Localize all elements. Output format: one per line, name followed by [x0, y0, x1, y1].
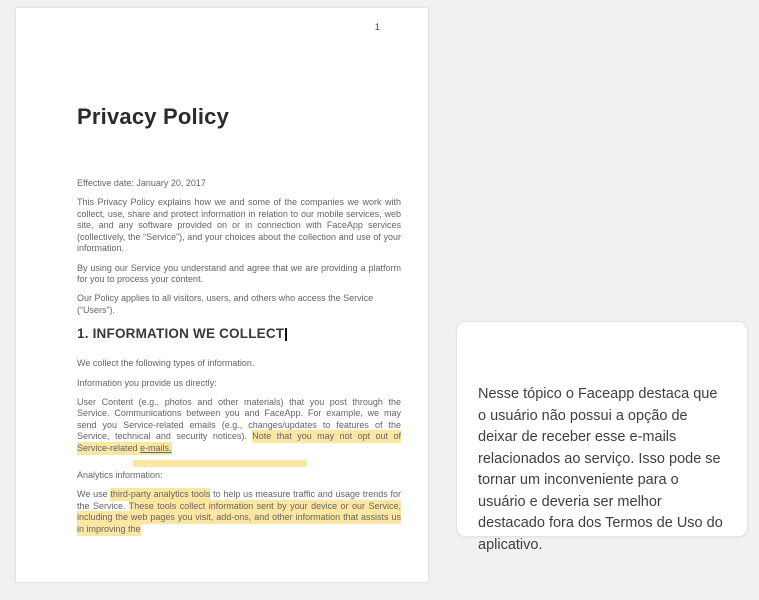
paragraph-directly[interactable]: Information you provide us directly: [77, 377, 217, 388]
text-cursor [285, 328, 287, 341]
comment-text: Nesse tópico o Faceapp destaca que o usuário não possui a opção de deixar de receber esse e-mails relacionados ao serviço. Isso pode se tornar um inconveniente para o usuário e deveria ser melhor destacado fora dos Termos de Uso do aplicativo. [478, 386, 723, 553]
highlighted-tools-collect-sentence: These tools collect information sent by your device or our Service, including the web pages you visit, add-ons, and other information that assists us in improving the [77, 500, 401, 534]
section-heading-text: 1. INFORMATION WE COLLECT [77, 326, 285, 342]
section-heading-information-we-collect[interactable] [77, 326, 401, 341]
effective-date[interactable]: Effective date: January 20, 2017 [77, 178, 206, 188]
highlight-text: Note that you may not opt out of Service-related [77, 431, 401, 453]
document-content [16, 8, 428, 536]
paragraph-user-content[interactable] [77, 397, 401, 455]
paragraph-applies[interactable]: Our Policy applies to all visitors, users, and others who access the Service (“Users”). [77, 293, 374, 315]
doc-title[interactable]: Privacy Policy [77, 104, 230, 129]
highlight-emails-underlined: e-mails. [140, 443, 172, 453]
paragraph-analytics-mid: to help us measure traffic and usage trends for the Service. [77, 489, 401, 511]
paragraph-intro[interactable]: This Privacy Policy explains how we and some of the companies we work with collect, use, share and protect information in relation to our mobile services, web site, and any software provided on or in connection with FaceApp services (collectively, the “Service”), and your choices about the collection and use of your information. [77, 197, 401, 254]
paragraph-platform[interactable]: By using our Service you understand and agree that we are providing a platform for you to process your content. [77, 262, 401, 285]
paragraph-collect[interactable]: We collect the following types of information. [77, 358, 255, 369]
paragraph-user-content-pre: User Content (e.g., photos and other materials) that you post through the Service. Communications between you and FaceApp. For example, we may send you Service-related emails (e.g., changes/updates to features of the Service, technical and security notices). [77, 396, 401, 442]
highlighted-analytics-tools: third-party analytics tools [110, 489, 211, 500]
comment-card[interactable] [456, 321, 748, 553]
paragraph-analytics-pre: We use [77, 489, 111, 500]
highlight-overflow-bar [133, 460, 307, 467]
paragraph-analytics-label[interactable]: Analytics information: [77, 470, 163, 481]
paragraph-analytics[interactable] [77, 489, 401, 535]
page-number: 1 [374, 22, 380, 33]
document-page[interactable] [16, 8, 428, 582]
